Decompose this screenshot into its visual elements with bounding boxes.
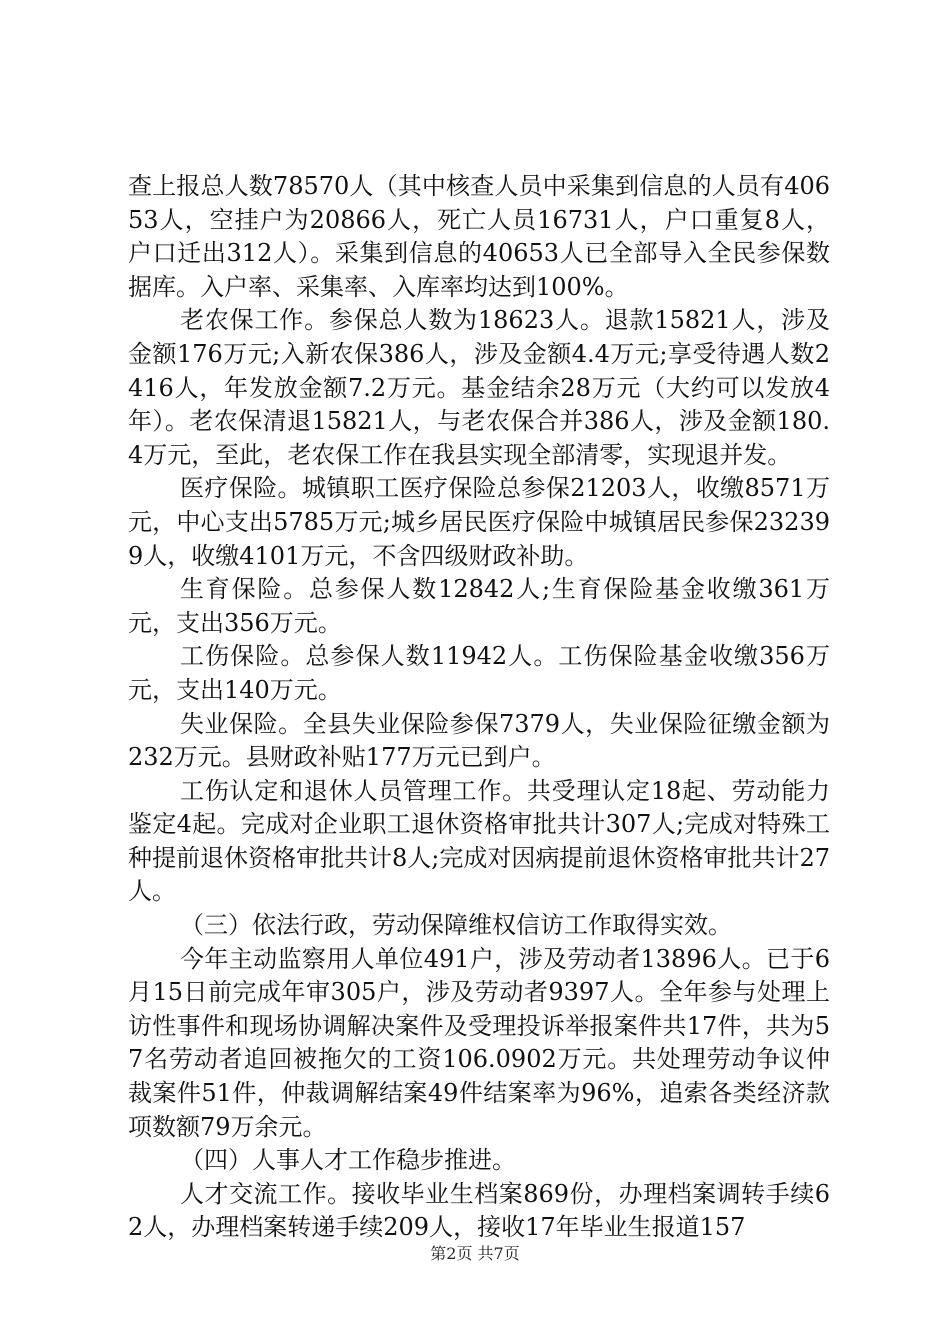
paragraph-maternity-insurance: 生育保险。总参保人数12842人;生育保险基金收缴361万元，支出356万元。 xyxy=(128,575,830,637)
paragraph-old-rural-pension: 老农保工作。参保总人数为18623人。退款15821人，涉及金额176万元;入新农保386人，涉及金额4.4万元;享受待遇人数2416人，年发放金额7.2万元。基金结余28万元（大约可以发放4年）。老农保清退15821人，与老农保合并386人，涉及金额180.4万元，至此，老农保工作在我县实现全部清零，实现退并发。 xyxy=(128,306,830,469)
document-body xyxy=(128,170,830,1245)
paragraph-work-injury-insurance: 工伤保险。总参保人数11942人。工伤保险基金收缴356万元，支出140万元。 xyxy=(128,642,830,704)
paragraph-injury-retirement-management: 工伤认定和退休人员管理工作。共受理认定18起、劳动能力鉴定4起。完成对企业职工退休资格审批共计307人;完成对特殊工种提前退休资格审批共计8人;完成对因病提前退休资格审批共计27人。 xyxy=(128,776,830,906)
section-heading-4: （四）人事人才工作稳步推进。 xyxy=(180,1146,516,1175)
paragraph-labor-inspection: 今年主动监察用人单位491户，涉及劳动者13896人。已于6月15日前完成年审305户，涉及劳动者9397人。全年参与处理上访性事件和现场协调解决案件及受理投诉举报案件共17件，共为57名劳动者追回被拖欠的工资106.0902万元。共处理劳动争议仲裁案件51件，仲裁调解结案49件结案率为96%，追索各类经济款项数额79万余元。 xyxy=(128,944,830,1141)
page-number-footer: 第2页 共7页 xyxy=(430,1244,520,1263)
paragraph-medical-insurance: 医疗保险。城镇职工医疗保险总参保21203人，收缴8571万元，中心支出5785万元;城乡居民医疗保险中城镇居民参保232399人，收缴4101万元，不含四级财政补助。 xyxy=(128,474,830,570)
section-heading-3: （三）依法行政，劳动保障维权信访工作取得实效。 xyxy=(180,911,732,940)
paragraph-unemployment-insurance: 失业保险。全县失业保险参保7379人，失业保险征缴金额为232万元。县财政补贴177万元已到户。 xyxy=(128,709,830,772)
paragraph-registry-check: 查上报总人数78570人（其中核查人员中采集到信息的人员有40653人，空挂户为20866人，死亡人员16731人，户口重复8人，户口迁出312人）。采集到信息的40653人已全部导入全民参保数据库。入户率、采集率、入库率均达到100%。 xyxy=(128,172,830,301)
paragraph-talent-exchange: 人才交流工作。接收毕业生档案869份，办理档案调转手续62人，办理档案转递手续209人，接收17年毕业生报道157 xyxy=(128,1179,830,1242)
